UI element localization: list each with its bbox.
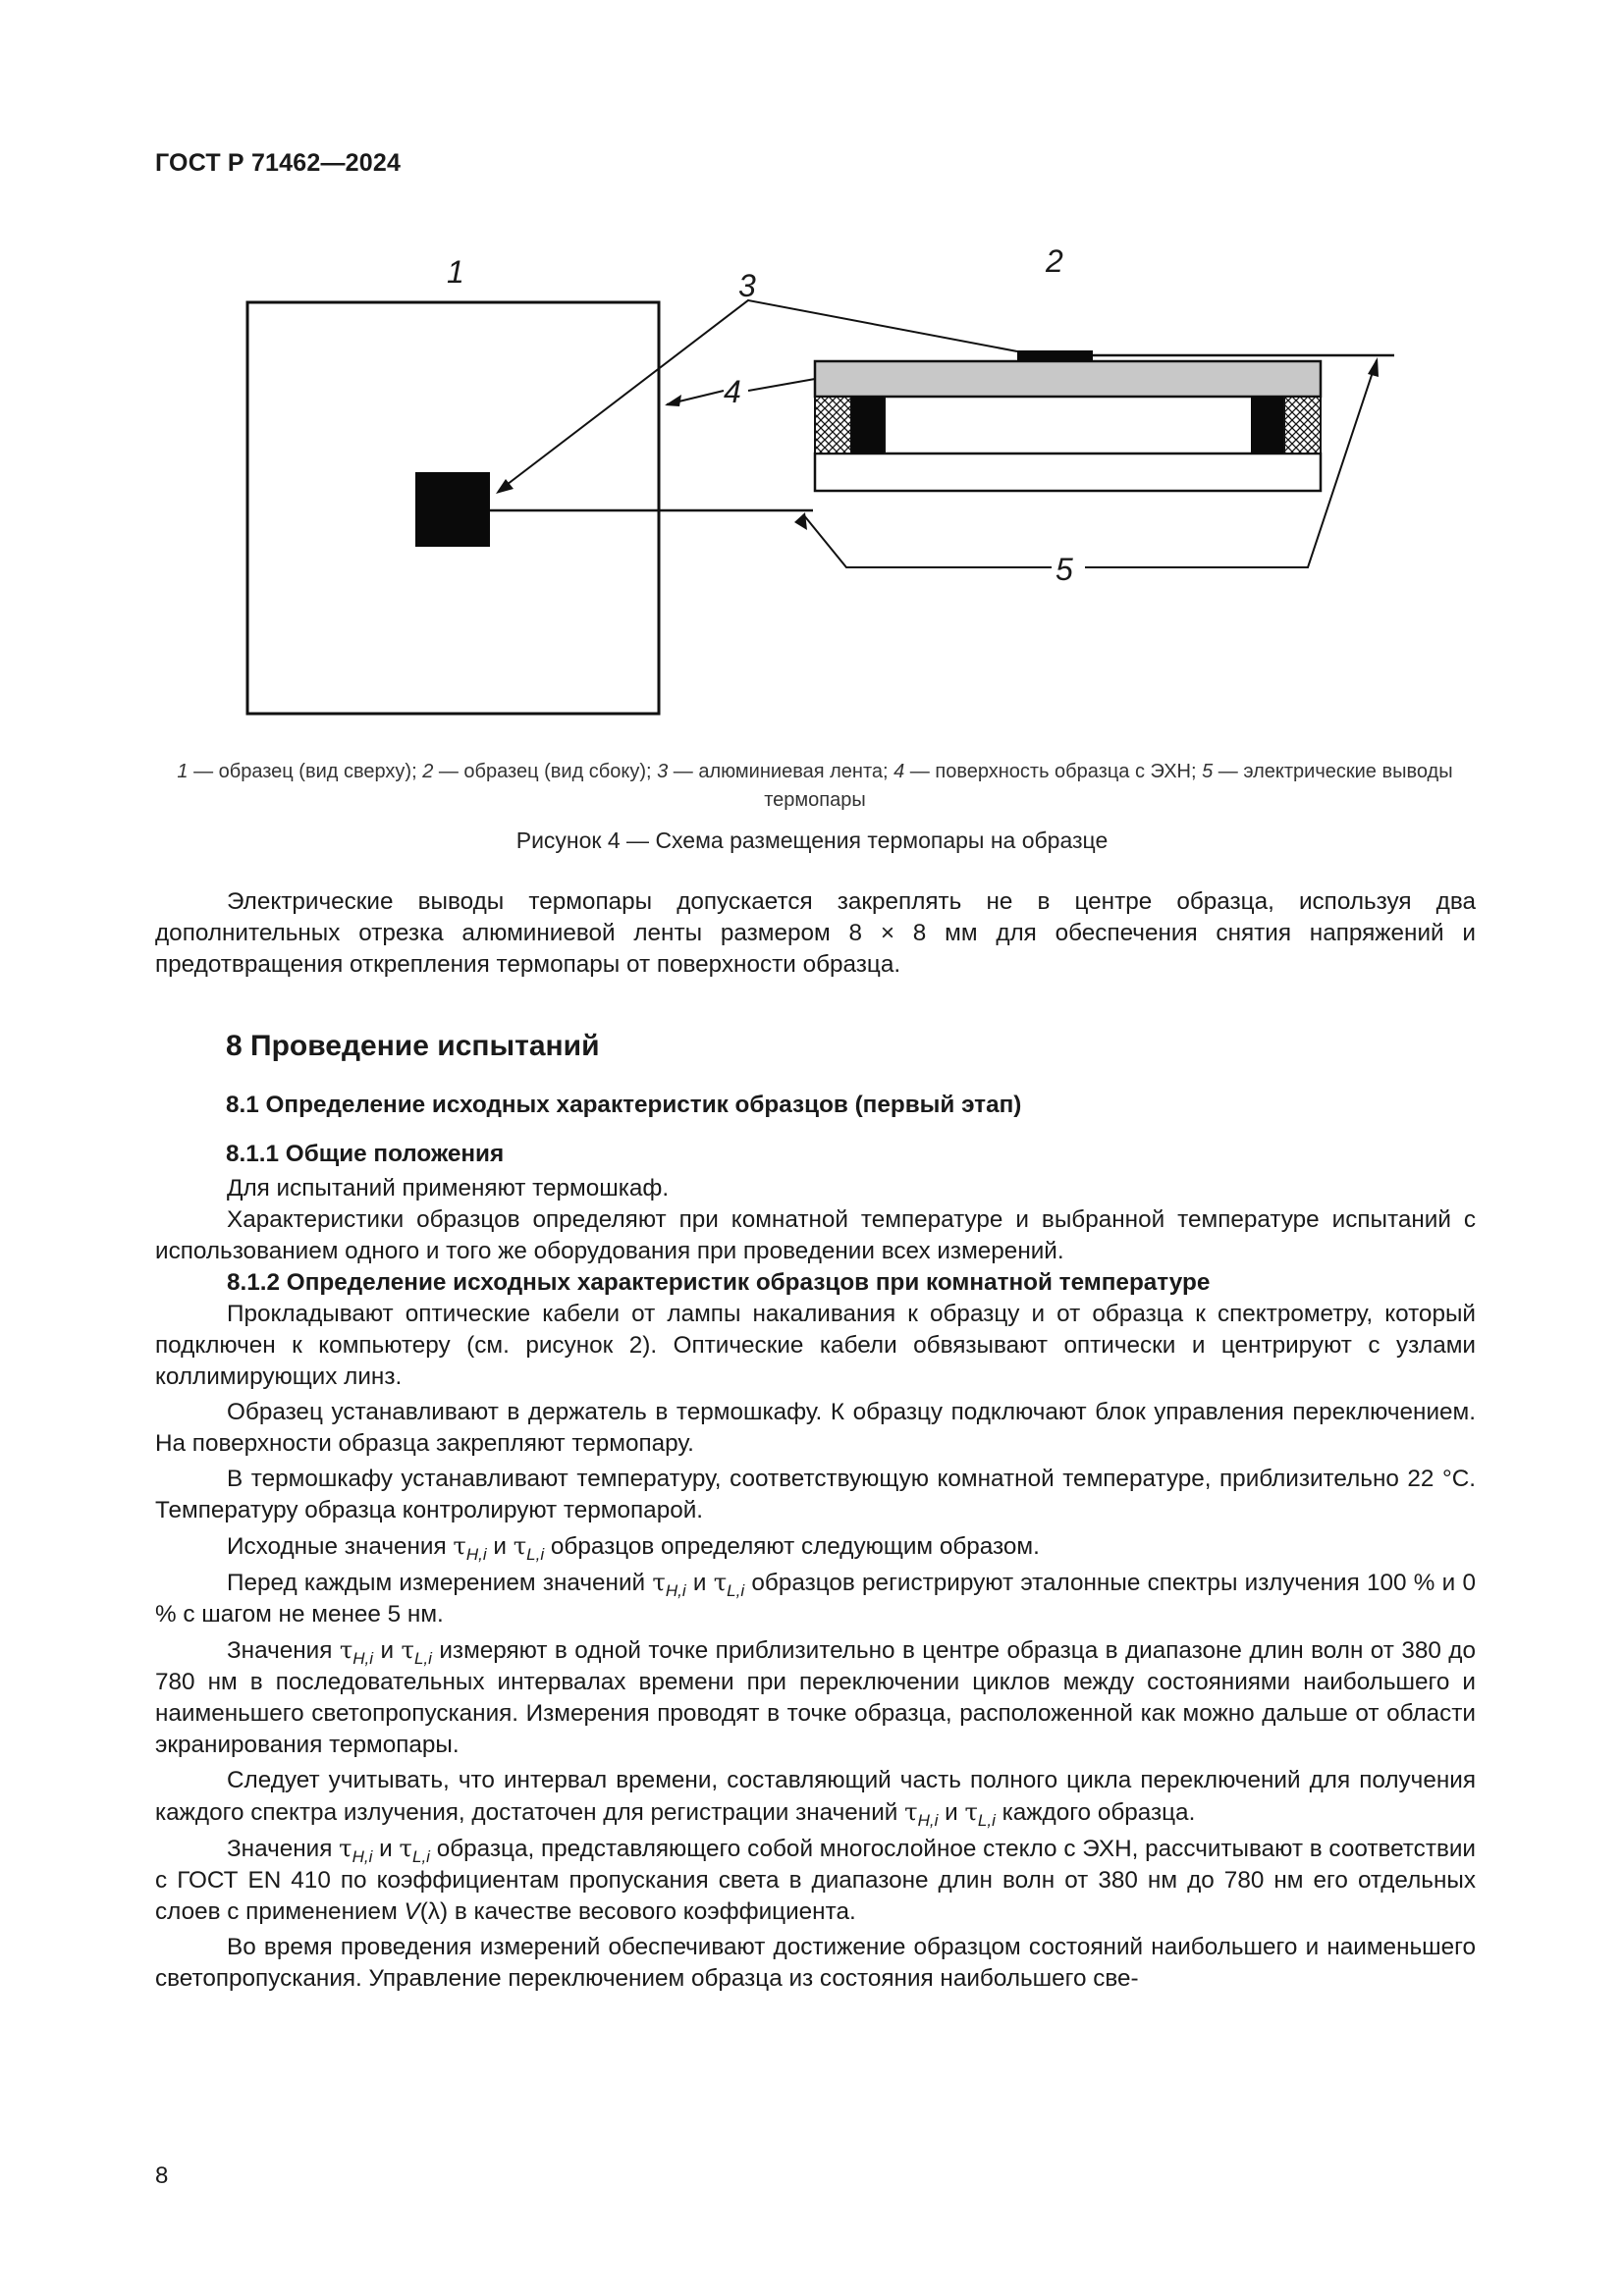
paragraph: Образец устанавливают в держатель в термошкафу. К образцу подключают блок управления переключением. На поверхности образца закрепляют термопару.: [155, 1399, 1476, 1457]
intro-paragraph: Электрические выводы термопары допускается закреплять не в центре образца, используя два дополнительных отрезка алюминиевой ленты размером 8 × 8 мм для обеспечения снятия напряжений и предотвращения открепления термопары от поверхности образца.: [155, 888, 1476, 978]
label-2: 2: [1046, 243, 1063, 279]
figure-caption: Рисунок 4 — Схема размещения термопары на образце: [515, 828, 1109, 853]
page-number: 8: [155, 2163, 169, 2189]
seal-left-hatch: [815, 397, 851, 454]
section-8-1-heading: 8.1 Определение исходных характеристик образцов (первый этап): [226, 1092, 1022, 1118]
paragraph: Значения $\tau_{H,i}$ и $\tau_{L,i}$ измеряют в одной точке приблизительно в центре образца в диапазоне длин волн от 380 до 780 нм в последовательных интервалах времени при переключении циклов между состояниями наибольшего и наименьшего светопропускания. Измерения проводят в точке образца, расположенной как можно дальше от области экранирования термопары.: [155, 1635, 1476, 1758]
paragraph: Прокладывают оптические кабели от лампы накаливания к образцу и от образца к спектрометру, который подключен к компьютеру (см. рисунок 2). Оптические кабели обвязывают оптически и центрируют с узлами коллимирующих линз.: [155, 1301, 1476, 1390]
spacer-left: [851, 397, 885, 454]
label-1: 1: [447, 254, 464, 290]
thermocouple-placement-diagram: [0, 0, 1624, 883]
body-text: [155, 1173, 1476, 1995]
document-header: ГОСТ Р 71462—2024: [155, 149, 402, 177]
paragraph: Для испытаний применяют термошкаф.: [227, 1175, 670, 1201]
leader-4b: [748, 379, 815, 391]
paragraph: Во время проведения измерений обеспечивают достижение образцом состояний наибольшего и наименьшего светопропускания. Управление переключением образца из состояния наибольшего све-: [155, 1934, 1476, 1992]
paragraph: В термошкафу устанавливают температуру, соответствующую комнатной температуре, приблизительно 22 °С. Температуру образца контролируют термопарой.: [155, 1466, 1476, 1523]
aluminium-tape-side: [1017, 350, 1093, 361]
label-5: 5: [1056, 552, 1073, 587]
section-8-heading: 8 Проведение испытаний: [226, 1030, 600, 1062]
aluminium-tape-top: [415, 472, 490, 547]
paragraph: Значения $\tau_{H,i}$ и $\tau_{L,i}$ образца, представляющего собой многослойное стекло с ЭХН, рассчитывают в соответствии с ГОСТ EN 410 по коэффициентам пропускания света в диапазоне длин волн от 380 нм до 780 нм его отдельных слоев с применением V(λ) в качестве весового коэффициента.: [155, 1834, 1476, 1925]
leader-5: [803, 514, 1052, 567]
label-3: 3: [738, 268, 756, 303]
glass-top-layer: [815, 361, 1321, 397]
spacer-right: [1251, 397, 1284, 454]
section-8-1-2-heading: 8.1.2 Определение исходных характеристик образцов при комнатной температуре: [227, 1269, 1211, 1296]
label-4: 4: [724, 374, 741, 409]
section-8-1-1-heading: 8.1.1 Общие положения: [226, 1141, 505, 1167]
glass-bottom-layer: [815, 454, 1321, 491]
seal-right-hatch: [1284, 397, 1321, 454]
figure-legend: 1 — образец (вид сверху); 2 — образец (вид сбоку); 3 — алюминиевая лента; 4 — поверхность образца с ЭХН; 5 — электрические выводы термопары: [177, 761, 1453, 811]
paragraph: Перед каждым измерением значений $\tau_{H,i}$ и $\tau_{L,i}$ образцов регистрируют эталонные спектры излучения 100 % и 0 % с шагом не менее 5 нм.: [155, 1568, 1477, 1628]
paragraph: Исходные значения $\tau_{H,i}$ и $\tau_{L,i}$ образцов определяют следующим образом.: [227, 1531, 1040, 1564]
paragraph: Характеристики образцов определяют при комнатной температуре и выбранной температуре испытаний с использованием одного и того же оборудования при проведении всех измерений.: [155, 1206, 1476, 1264]
paragraph: Следует учитывать, что интервал времени, составляющий часть полного цикла переключений для получения каждого спектра излучения, достаточен для регистрации значений $\tau_{H,i}$ и $\tau_{L,i}$ каждого образца.: [155, 1767, 1476, 1830]
